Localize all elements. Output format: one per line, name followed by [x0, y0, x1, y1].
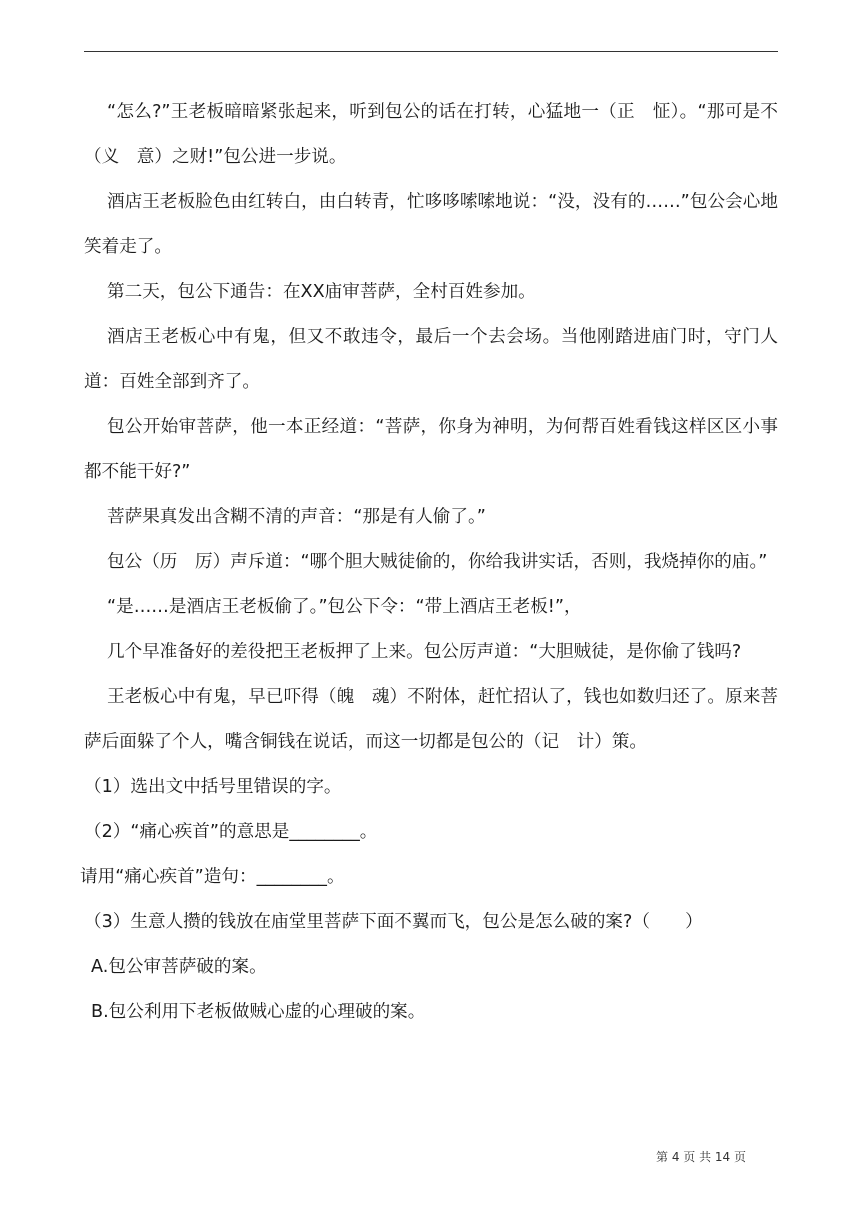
header-rule: [84, 51, 778, 52]
story-paragraph: 包公（历 厉）声斥道：“哪个胆大贼徒偷的，你给我讲实话，否则，我烧掉你的庙。”: [107, 552, 768, 572]
story-paragraph: 酒店王老板脸色由红转白，由白转青，忙哆哆嗦嗦地说：“没，没有的……”包公会心地笑着走了。: [84, 192, 778, 257]
story-paragraph: “是……是酒店王老板偷了。”包公下令：“带上酒店王老板!”，: [107, 597, 582, 617]
story-paragraph: “怎么?”王老板暗暗紧张起来，听到包公的话在打转，心猛地一（正 怔）。“那可是不（义 意）之财!”包公进一步说。: [84, 102, 778, 167]
story-paragraph: 几个早准备好的差役把王老板押了上来。包公厉声道：“大胆贼徒，是你偷了钱吗?: [107, 642, 742, 662]
question-2-sentence: 请用“痛心疾首”造句：________。: [80, 867, 345, 887]
page-footer: 第 4 页 共 14 页: [656, 1150, 746, 1164]
story-paragraph: 包公开始审菩萨，他一本正经道：“菩萨，你身为神明，为何帮百姓看钱这样区区小事都不能干好?”: [84, 417, 778, 482]
question-2: （2）“痛心疾首”的意思是________。: [84, 822, 378, 842]
story-paragraph: 王老板心中有鬼，早已吓得（魄 魂）不附体，赶忙招认了，钱也如数归还了。原来菩萨后面躲了个人，嘴含铜钱在说话，而这一切都是包公的（记 计）策。: [84, 687, 778, 752]
story-paragraph: 酒店王老板心中有鬼，但又不敢违令，最后一个去会场。当他刚踏进庙门时，守门人道：百姓全部到齐了。: [84, 327, 778, 392]
story-paragraph: 菩萨果真发出含糊不清的声音：“那是有人偷了。”: [107, 507, 486, 527]
option-a: A.包公审菩萨破的案。: [91, 957, 267, 977]
question-3: （3）生意人攒的钱放在庙堂里菩萨下面不翼而飞，包公是怎么破的案?（ ）: [84, 912, 703, 932]
story-paragraph: 第二天，包公下通告：在XX庙审菩萨，全村百姓参加。: [107, 282, 536, 302]
option-b: B.包公利用下老板做贼心虚的心理破的案。: [91, 1002, 426, 1022]
page-content: [80, 90, 778, 1035]
question-1: （1）选出文中括号里错误的字。: [84, 777, 342, 797]
